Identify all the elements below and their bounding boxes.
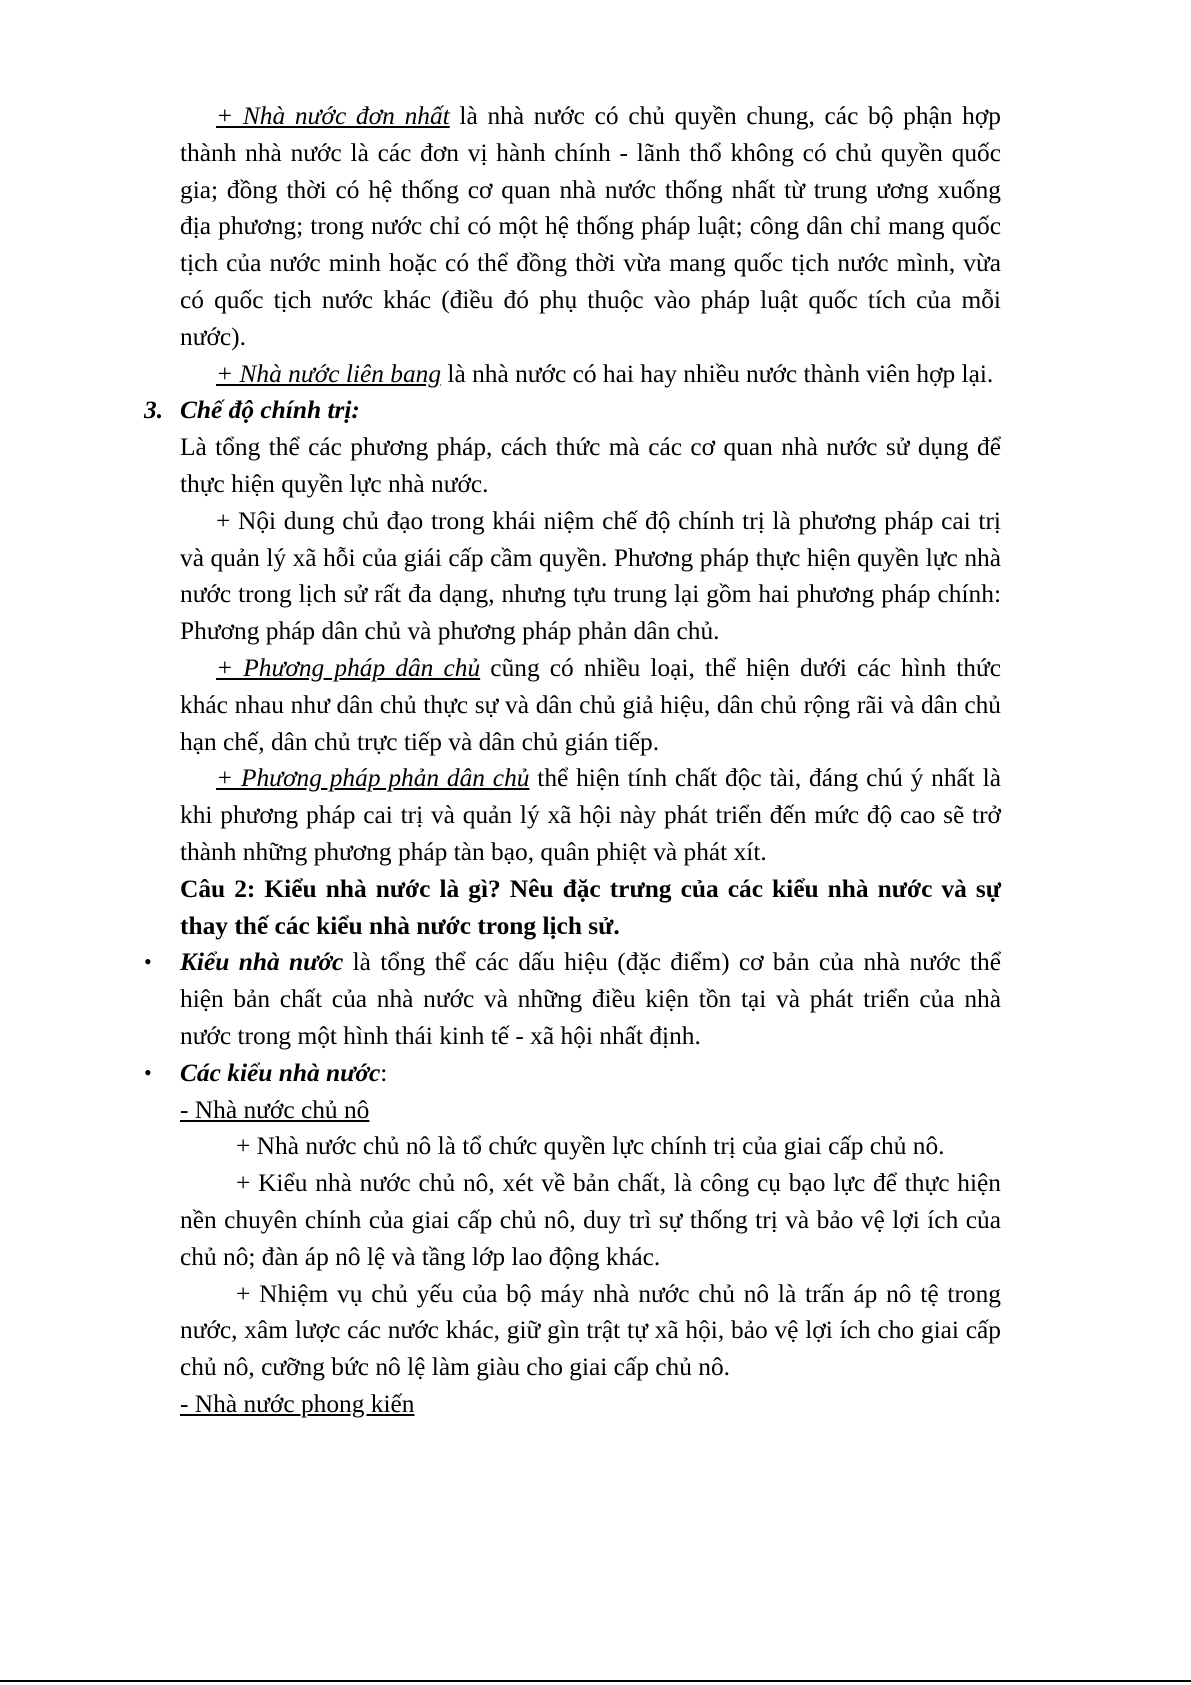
bullet-icon: • [144,1059,152,1085]
section-number: 3. [144,396,164,425]
subheading-feudal-state: - Nhà nước phong kiến [180,1389,415,1418]
paragraph-slave-state-definition: + Nhà nước chủ nô là tổ chức quyền lực chính trị của giai cấp chủ nô. [236,1132,945,1161]
term-democratic-method: + Phương pháp dân chủ [216,653,481,682]
paragraph-unitary-state: + Nhà nước đơn nhất là nhà nước có chủ quyền chung, các bộ phận hợp thành nhà nước là các đơn vị hành chính - lãnh thổ không có chủ quyền quốc gia; đồng thời có hệ thống cơ quan nhà nước thống nhất từ trung ương xuống địa phương; trong nước chỉ có một hệ thống pháp luật; công dân chỉ mang quốc tịch của nước minh hoặc có thể đồng thời vừa mang quốc tịch nước mình, vừa có quốc tịch nước khác (điều đó phụ thuộc vào pháp luật quốc tích của mỗi nước). [180,102,1001,351]
paragraph-regime-content: + Nội dung chủ đạo trong khái niệm chế độ chính trị là phương pháp cai trị và quản lý xã hỗi của giái cấp cầm quyền. Phương pháp thực hiện quyền lực nhà nước trong lịch sử rất đa dạng, nhưng tựu trung lại gồm hai phương pháp chính: Phương pháp dân chủ và phương pháp phản dân chủ. [180,506,1001,646]
term-federal-state: + Nhà nước liên bang [216,359,442,388]
paragraph-federal-state: + Nhà nước liên bang là nhà nước có hai hay nhiều nước thành viên hợp lại. [216,359,994,388]
paragraph-slave-state-tasks: + Nhiệm vụ chủ yếu của bộ máy nhà nước chủ nô là trấn áp nô tệ trong nước, xâm lược các nước khác, giữ gìn trật tự xã hội, bảo vệ lợi ích cho giai cấp chủ nô, cưỡng bức nô lệ làm giàu cho giai cấp chủ nô. [180,1279,1001,1382]
term-state-type: Kiểu nhà nước [180,948,344,977]
bullet-item-state-type: • Kiểu nhà nước là tổng thể các dấu hiệu (đặc điểm) cơ bản của nhà nước thể hiện bản chất của nhà nước và những điều kiện tồn tại và phát triển của nhà nước trong một hình thái kinh tế - xã hội nhất định. [180,944,1001,1054]
term-unitary-state: + Nhà nước đơn nhất [216,102,450,130]
bullet-item-state-types: • Các kiểu nhà nước: [180,1055,1001,1092]
page-bottom-border [0,1680,1191,1682]
subheading-slave-state: - Nhà nước chủ nô [180,1095,370,1124]
page-content [144,98,1002,1423]
section-heading-political-regime: 3. Chế độ chính trị: [180,392,1001,429]
paragraph-slave-state-nature: + Kiểu nhà nước chủ nô, xét về bản chất, là công cụ bạo lực để thực hiện nền chuyên chính của giai cấp chủ nô, duy trì sự thống trị và bảo vệ lợi ích của chủ nô; đàn áp nô lệ và tầng lớp lao động khác. [180,1169,1001,1271]
term-anti-democratic-method: + Phương pháp phản dân chủ [216,764,530,793]
paragraph-anti-democratic-method: + Phương pháp phản dân chủ thể hiện tính chất độc tài, đáng chú ý nhất là khi phương pháp cai trị và quản lý xã hội này phát triển đến mức độ cao sẽ trở thành những phương pháp tàn bạo, quân phiệt và phát xít. [180,764,1001,866]
bullet-icon: • [144,949,152,975]
term-state-types: Các kiểu nhà nước [180,1058,381,1087]
paragraph-democratic-method: + Phương pháp dân chủ cũng có nhiều loại, thể hiện dưới các hình thức khác nhau như dân chủ thực sự và dân chủ giả hiệu, dân chủ rộng rãi và dân chủ hạn chế, dân chủ trực tiếp và dân chủ gián tiếp. [180,653,1002,756]
paragraph-regime-definition: Là tổng thể các phương pháp, cách thức mà các cơ quan nhà nước sử dụng để thực hiện quyền lực nhà nước. [180,433,1001,498]
question-heading: Câu 2: Kiểu nhà nước là gì? Nêu đặc trưng của các kiểu nhà nước và sự thay thế các kiểu nhà nước trong lịch sử. [180,874,1001,940]
